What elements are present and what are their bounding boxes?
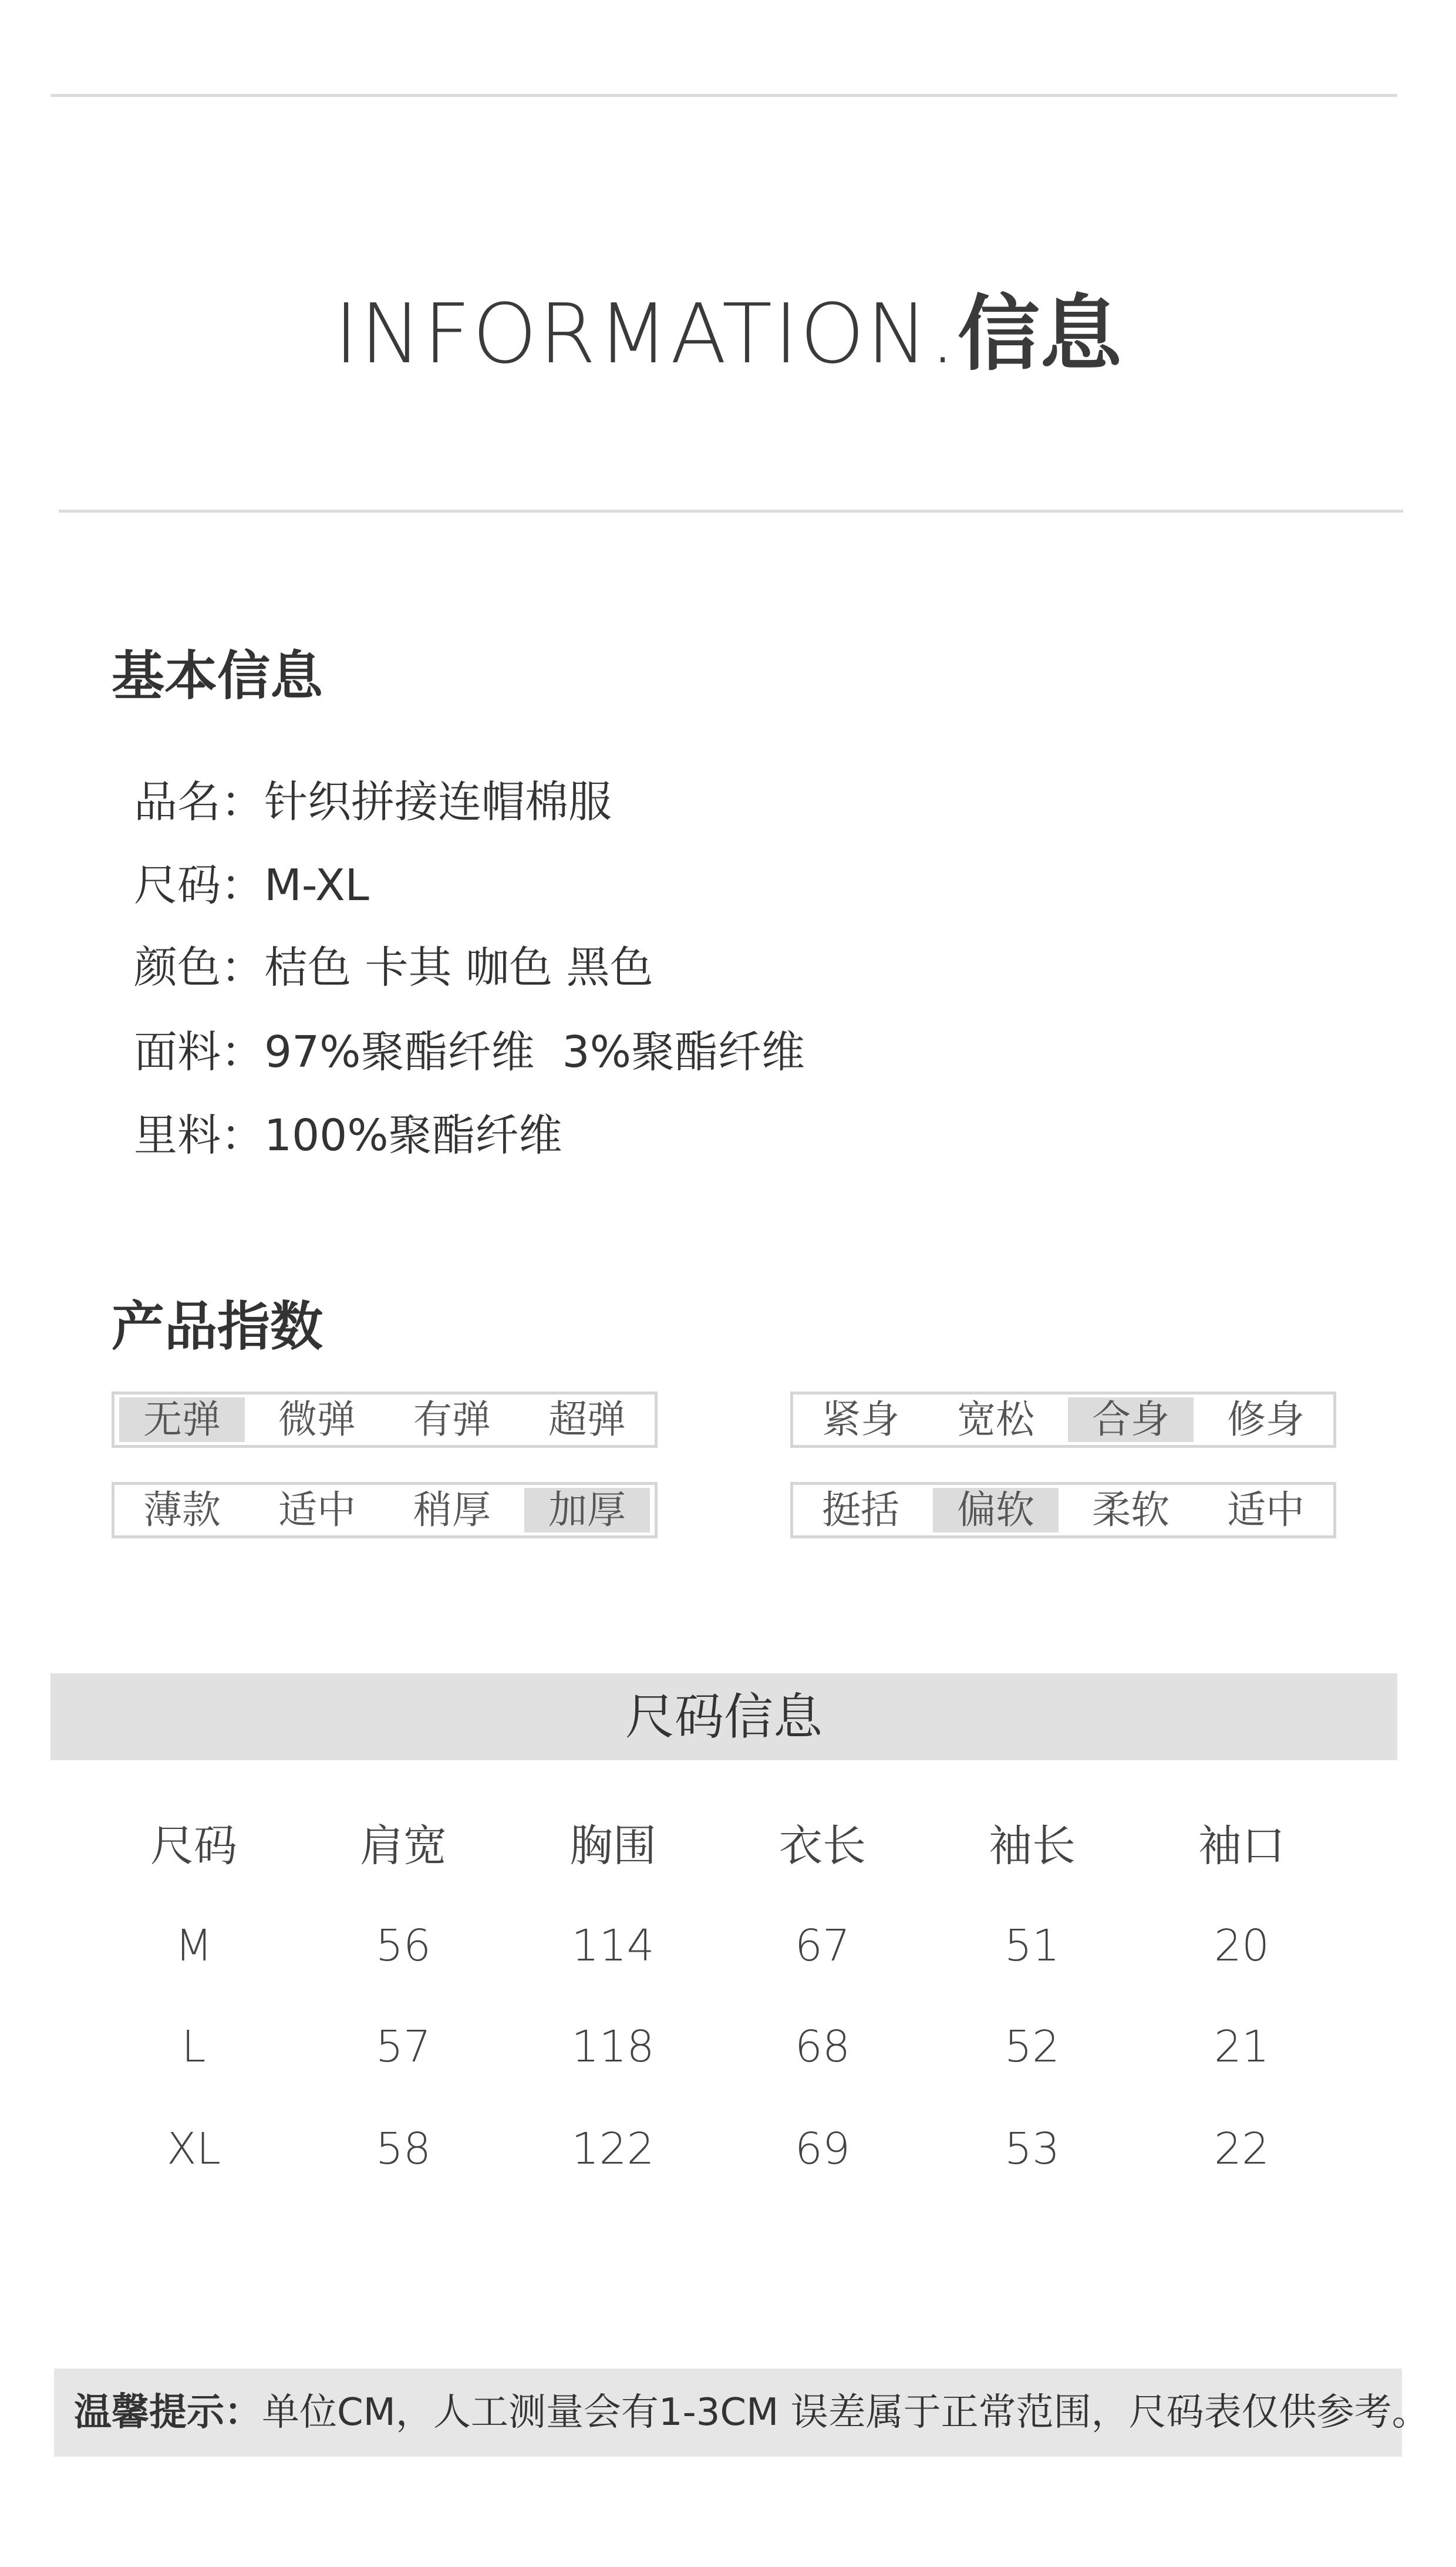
fit-scale [790, 1392, 1336, 1448]
thickness-option: 薄款 [143, 1487, 221, 1532]
info-row-name [134, 773, 612, 831]
table-cell: 21 [1214, 2022, 1270, 2072]
table-cell: XL [167, 2124, 221, 2174]
thickness-option-selected: 加厚 [524, 1488, 650, 1532]
info-row-fabric [134, 1023, 805, 1082]
table-cell: 69 [794, 2124, 851, 2174]
info-value: M-XL [264, 860, 369, 911]
table-cell: 118 [571, 2022, 655, 2072]
table-row [0, 2012, 1456, 2082]
table-cell: 68 [794, 2022, 851, 2072]
table-cell: 122 [571, 2124, 655, 2174]
table-cell: L [181, 2022, 206, 2072]
softness-scale [790, 1482, 1336, 1538]
table-header-cell: 衣长 [779, 1821, 866, 1871]
info-value: 针织拼接连帽棉服 [264, 777, 612, 827]
size-table-header [0, 1811, 1456, 1881]
softness-option: 挺括 [822, 1487, 899, 1532]
softness-option: 柔软 [1092, 1487, 1169, 1532]
elasticity-option-selected: 无弹 [119, 1397, 245, 1442]
thickness-option: 稍厚 [413, 1487, 491, 1532]
fit-option: 紧身 [822, 1397, 899, 1442]
table-row [0, 2114, 1456, 2184]
info-value: 100%聚酯纤维 [264, 1110, 562, 1161]
page-title-en: INFORMATION. [334, 287, 958, 382]
info-value: 97%聚酯纤维 3%聚酯纤维 [264, 1027, 805, 1077]
table-row [0, 1911, 1456, 1981]
top-divider [50, 94, 1397, 97]
fit-option: 宽松 [957, 1397, 1034, 1442]
elasticity-option: 有弹 [413, 1397, 491, 1442]
table-cell: 57 [375, 2022, 432, 2072]
info-label: 品名： [134, 777, 264, 827]
notice-label: 温馨提示： [74, 2391, 262, 2434]
notice-bar [54, 2369, 1430, 2457]
header-divider [59, 510, 1403, 513]
table-cell: 56 [375, 1921, 432, 1971]
table-header-cell: 袖口 [1198, 1821, 1285, 1871]
info-value: 桔色 卡其 咖色 黑色 [264, 942, 653, 993]
product-index-title: 产品指数 [112, 1296, 323, 1357]
table-header-cell: 袖长 [989, 1821, 1076, 1871]
basic-info-title: 基本信息 [112, 645, 323, 707]
table-cell: 53 [1004, 2124, 1060, 2174]
table-cell: 58 [375, 2124, 432, 2174]
table-header-cell: 肩宽 [360, 1821, 447, 1871]
notice-text: 单位CM，人工测量会有1-3CM 误差属于正常范围，尺码表仅供参考。 [262, 2391, 1430, 2434]
table-cell: M [175, 1921, 213, 1971]
info-label: 颜色： [134, 942, 264, 993]
table-cell: 52 [1004, 2022, 1060, 2072]
fit-option: 修身 [1227, 1397, 1305, 1442]
elasticity-option: 微弹 [278, 1397, 356, 1442]
elasticity-option: 超弹 [548, 1397, 626, 1442]
size-info-title: 尺码信息 [50, 1673, 1397, 1760]
info-row-size [134, 856, 369, 915]
table-cell: 20 [1214, 1921, 1270, 1971]
fit-option-selected: 合身 [1068, 1397, 1194, 1442]
table-cell: 114 [571, 1921, 655, 1971]
info-label: 面料： [134, 1027, 264, 1077]
info-row-color [134, 938, 653, 997]
table-header-cell: 尺码 [150, 1821, 237, 1871]
page-title [0, 276, 1456, 393]
thickness-scale [112, 1482, 658, 1538]
table-cell: 51 [1004, 1921, 1060, 1971]
softness-option-selected: 偏软 [933, 1488, 1059, 1532]
table-cell: 67 [794, 1921, 851, 1971]
info-label: 尺码： [134, 860, 264, 911]
page-title-cn: 信息 [957, 287, 1122, 382]
info-label: 里料： [134, 1110, 264, 1161]
elasticity-scale [112, 1392, 658, 1448]
table-header-cell: 胸围 [569, 1821, 656, 1871]
thickness-option: 适中 [278, 1487, 356, 1532]
table-cell: 22 [1214, 2124, 1270, 2174]
info-row-lining [134, 1106, 562, 1165]
softness-option: 适中 [1227, 1487, 1305, 1532]
